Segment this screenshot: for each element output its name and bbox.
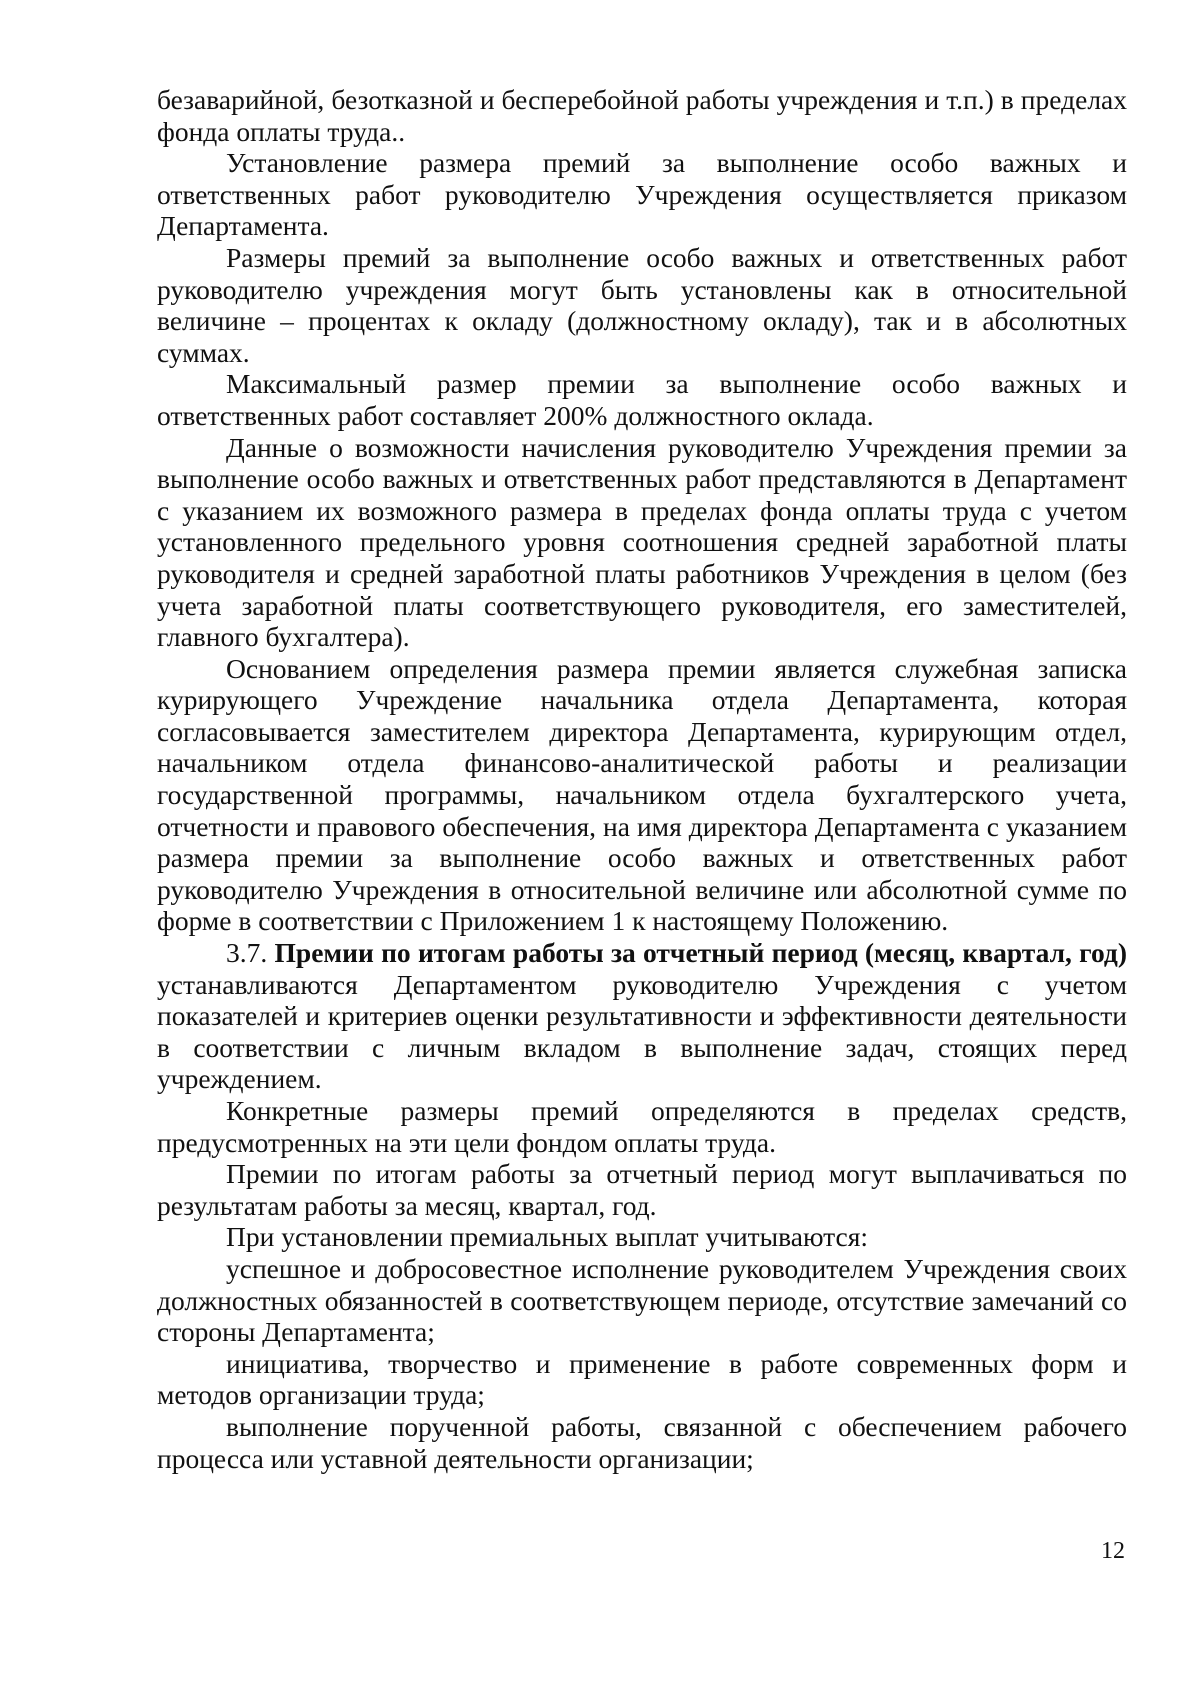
list-item-assigned-work: выполнение порученной работы, связанной с обеспечением рабочего процесса или уставной деятельности организации; (157, 1410, 1127, 1474)
paragraph-max-bonus: Максимальный размер премии за выполнение особо важных и ответственных работ составляет 200% должностного оклада. (157, 368, 1127, 431)
paragraph-bonus-order: Установление размера премий за выполнение особо важных и ответственных работ руководителю Учреждения осуществляется приказом Департамента. (157, 147, 1127, 242)
document-page (157, 84, 1127, 1474)
paragraph-bonus-basis: Основанием определения размера премии является служебная записка курирующего Учреждение начальника отдела Департамента, которая согласовывается заместителем директора Департамента, курирующим отдел, начальником отдела финансово-аналитической работы и реализации государственной программы, начальником отдела бухгалтерского учета, отчетности и правового обеспечения, на имя директора Департамента с указанием размера премии за выполнение особо важных и ответственных работ руководителю Учреждения в относительной величине или абсолютной сумме по форме в соответствии с Приложением 1 к настоящему Положению. (157, 652, 1127, 937)
page-number: 12 (1101, 1538, 1125, 1564)
list-item-performance: успешное и добросовестное исполнение руководителем Учреждения своих должностных обязанностей в соответствующем периоде, отсутствие замечаний со стороны Департамента; (157, 1252, 1127, 1348)
paragraph-continuation: безаварийной, безотказной и бесперебойной работы учреждения и т.п.) в пределах фонда оплаты труда.. (157, 84, 1127, 147)
paragraph-specific-sizes: Конкретные размеры премий определяются в пределах средств, предусмотренных на эти цели фондом оплаты труда. (157, 1095, 1127, 1158)
section-number: 3.7. (226, 937, 268, 969)
paragraph-section-3-7 (157, 937, 1127, 1095)
paragraph-criteria-intro: При установлении премиальных выплат учитываются: (226, 1221, 869, 1253)
paragraph-bonus-sizes: Размеры премий за выполнение особо важных и ответственных работ руководителю учреждения могут быть установлены как в относительной величине – процентах к окладу (должностному окладу), так и в абсолютных суммах. (157, 241, 1127, 368)
section-heading: Премии по итогам работы за отчетный период (месяц, квартал, год) (274, 937, 1127, 969)
list-item-initiative: инициатива, творчество и применение в работе современных форм и методов организации труда; (157, 1347, 1127, 1411)
paragraph-bonus-data: Данные о возможности начисления руководителю Учреждения премии за выполнение особо важных и ответственных работ представляются в Департамент с указанием их возможного размера в пределах фонда оплаты труда с учетом установленного предельного уровня соотношения средней заработной платы руководителя и средней заработной платы работников Учреждения в целом (без учета заработной платы соответствующего руководителя, его заместителей, главного бухгалтера). (157, 431, 1127, 653)
section-text: устанавливаются Департаментом руководителю Учреждения с учетом показателей и критериев оценки результативности и эффективности деятельности в соответствии с личным вкладом в выполнение задач, стоящих перед учреждением. (157, 968, 1127, 1095)
paragraph-payment-periods: Премии по итогам работы за отчетный период могут выплачиваться по результатам работы за месяц, квартал, год. (157, 1158, 1127, 1221)
